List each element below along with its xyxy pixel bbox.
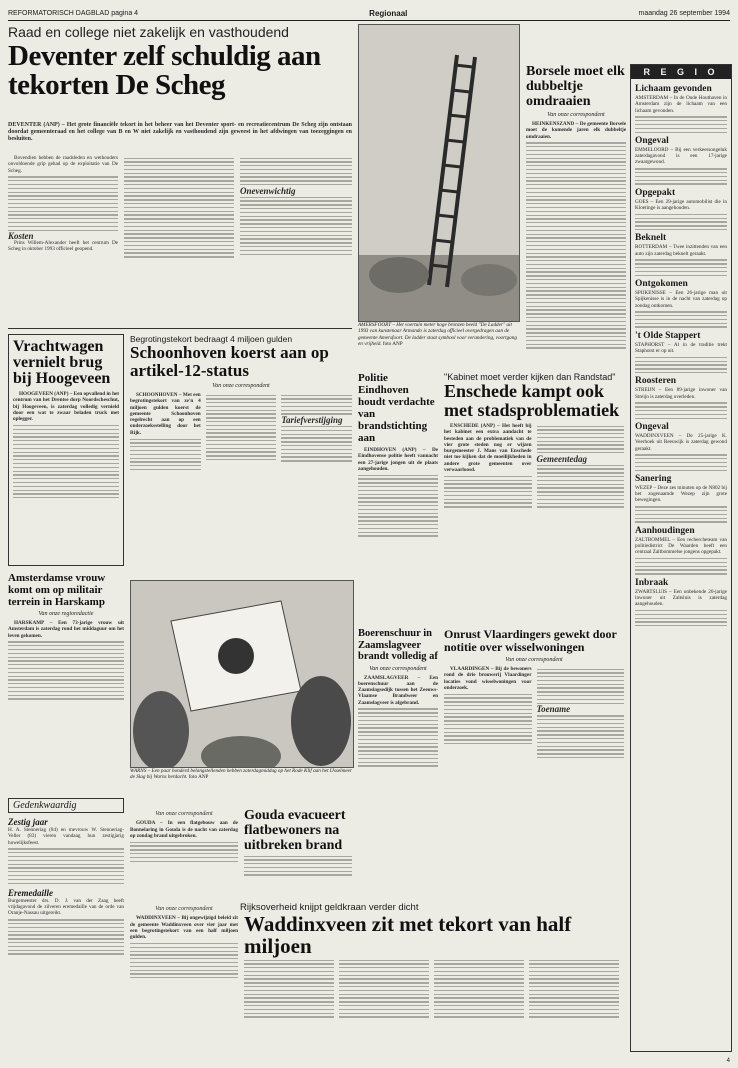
article-harskamp: Amsterdamse vrouw komt om op militair terrein in Harskamp Van onze regioredactie HARSKAMP – Een 73-jarige vrouw uit Amsterdam is zaterdag rond het middaguur om het leven gekomen. (8, 572, 124, 702)
regio-item-text: STREIJN – Een 89-jarige inwoner van Streijn is zaterdag overleden. (635, 387, 727, 400)
masthead-left: REFORMATORISCH DAGBLAD pagina 4 (8, 9, 139, 17)
gouda-headline: Gouda evacueert flatbewoners na uitbreken brand (244, 808, 346, 853)
caption-amersfoort: AMERSFOORT – Het voertuin meter hoge bronzen beeld "De Ladder" uit 1993 van kunstenaar Armando is zaterdag officieel overgedragen aan de gemeente Amersfoort. De ladder staat symbool voor verandering, voortgang en vrijheid. foto ANP (358, 322, 517, 347)
masthead (8, 6, 730, 21)
gedenkwaardig-item-head: Zestig jaar (8, 817, 48, 827)
regio-item-head: Opgepakt (635, 187, 676, 198)
harskamp-headline: Amsterdamse vrouw komt om op militair terrein in Harskamp (8, 572, 106, 608)
deventer-lead: DEVENTER (ANP) – Het grote financiële tekort in het beheer van het Deventer sport- en recreatiecentrum De Scheg zijn ontstaan doordat gemeenteraad en het college van B en W niet zakelijk en vasthoudend zijn geweest in het afdwingen van toezeggingen en besluiten. (8, 122, 352, 142)
regio-item-text: STAPHORST – Al in de traditie trekt Staphorst er op uit. (635, 341, 727, 355)
article-vrachtwagen: Vrachtwagen vernielt brug bij Hoogeveen HOOGEVEEN (ANP) – Een opvallend in het centrum van het Drentse dorp Noordscheschut, bij Hoogeveen, is zaterdag volledig vernield door een wat te zwaar beladen truck met oplegger. (8, 334, 124, 566)
regio-item-text: SPIJKENISSE – Een 26-jarige man uit Spijkenisse is in de nacht van zaterdag op zondag ontkomen. (635, 289, 727, 309)
article-borsele: Borsele moet elk dubbeltje omdraaien Van onze correspondent HEINKENSZAND – De gemeente Borsele moet de komende jaren elk dubbeltje omdraaien. (526, 64, 626, 351)
gedenkwaardig-item-text: H. A. Stenneriag (84) en mevrouw W. Stenneriag-Veller (83) vieren vandaag hun zestigjarig huwelijksfeest. (8, 827, 124, 846)
regio-item-head: Ongeval (635, 421, 669, 432)
regio-item-text: WEZEP – Deze zes minuten op de N802 bij het zogenaamde Wezep zijn grote bewegingen. (635, 484, 727, 504)
regio-item-head: Inbraak (635, 577, 669, 588)
ladder-sculpture-image (359, 25, 519, 321)
warns-ceremony-image (131, 581, 353, 767)
regio-item-head: Aanhoudingen (635, 525, 695, 536)
article-waddinxveen: Rijksoverheid knijpt geldkraan verder dicht Van onze correspondent WADDINXVEEN – Bij ongewijzigd beleid zit de gemeente Waddinxveen over vier jaar met een begrotingstekort van een half miljoen gulden. Waddinxveen zit met tekort van half miljoen (130, 902, 624, 1020)
vrachtwagen-headline: Vrachtwagen vernielt brug bij Hoogeveen (13, 338, 111, 387)
page-number: 4 (726, 1058, 730, 1064)
photo-ladder (358, 24, 520, 322)
regio-item-head: 't Olde Stappert (635, 330, 701, 341)
vlaardingen-subhead: Toename (536, 704, 571, 715)
section-title: Regionaal (369, 8, 408, 18)
regio-header: R E G I O (631, 65, 731, 79)
gedenkwaardig-header: Gedenkwaardig (8, 798, 124, 813)
waddinxveen-headline: Waddinxveen zit met tekort van half miljoen (244, 912, 572, 958)
regio-item-text: EMMELOORD – Bij een verkeersongeluk zaterdagavond is een 17-jarige zwaargewond. (635, 146, 727, 166)
gedenkwaardig-section (8, 798, 124, 957)
waddinxveen-kicker: Rijksoverheid knijpt geldkraan verder dicht (240, 902, 419, 913)
article-vlaardingen: Onrust Vlaardingers gewekt door notitie over wisselwoningen Van onze correspondent VLAARDINGEN – Bij de bewoners rond de drie brouwerij Vlaardinger locaties vond wisselwoningen voor onderzoek. Toename (444, 628, 624, 761)
regio-item-head: Ongeval (635, 135, 669, 146)
gedenkwaardig-item-head: Eremedaille (8, 887, 53, 898)
enschede-kicker: "Kabinet moet verder kijken dan Randstad" (444, 372, 616, 382)
regio-item-text: ZALTBOMMEL – Een rechercheteam van politiedistrict De Waarden heeft een centraal Zaltbommelse jongens opgepakt. (635, 536, 727, 556)
regio-item-head: Beknelt (635, 233, 667, 244)
masthead-date: maandag 26 september 1994 (638, 9, 730, 17)
regio-item-head: Ontgokomen (635, 278, 688, 289)
enschede-headline: Enschede kampt ook met stadsproblematiek (444, 381, 620, 420)
photo-warns (130, 580, 354, 768)
deventer-col3 (240, 155, 352, 257)
deventer-kicker: Raad en college niet zakelijk en vasthoudend (8, 24, 289, 40)
deventer-headline: Deventer zelf schuldig aan tekorten De Scheg (8, 40, 321, 101)
schoonhoven-headline: Schoonhoven koerst aan op artikel-12-status (130, 343, 329, 380)
regio-item-head: Roosteren (635, 376, 676, 387)
regio-item-text: WADDINXVEEN – De 25-jarige K. Veerhoek uit Reeuwijk is zaterdag gewond geraakt. (635, 432, 727, 452)
schoonhoven-subhead: Tariefverstijging (281, 415, 343, 426)
vlaardingen-headline: Onrust Vlaardingers gewekt door notitie over wisselwoningen (444, 627, 617, 654)
deventer-col1: Bovendien hebben de raadsleden en wethouders onvoldoende grip gehad op de exploitatie van De Scheg. Kosten Prins Willem-Alexander heeft het centrum De Scheg in oktober 1993 officieel geopend. (8, 155, 118, 252)
schoonhoven-kicker: Begrotingstekort bedraagt 4 miljoen gulden (130, 334, 293, 344)
article-deventer (8, 24, 352, 100)
regio-item-head: Lichaam gevonden (635, 84, 712, 94)
article-boerenschuur: Boerenschuur in Zaamslagveer brandt volledig af Van onze correspondent ZAAMSLAGVEER – Een boerenschuur aan de Zaamslagsedijk tussen het Zeeuws-Vlaamse Brandweer en Zaamslagveer is afgebrand. (358, 628, 438, 769)
regio-item-text: ROTTERDAM – Twee inzittenden van een auto zijn zaterdag beknelt geraakt. (635, 244, 727, 257)
regio-sidebar (630, 64, 732, 1052)
article-schoonhoven: Begrotingstekort bedraagt 4 miljoen gulden Schoonhoven koerst aan op artikel-12-status Van onze correspondent SCHOONHOVEN – Met een begrotingstekort van ze'n 4 miljoen gulden koerst de gemeente Schoonhoven regelrecht aan op een onderzoeksstelling door het Rijk. Tariefverstijging (130, 334, 352, 473)
deventer-subhead-kosten: Kosten (8, 231, 34, 242)
borsele-headline: Borsele moet elk dubbeltje omdraaien (526, 64, 625, 109)
article-politie: Politie Eindhoven houdt verdachte van brandstichting aan EINDHOVEN (ANP) – De Eindhovense politie heeft vannacht een 27-jarige jongen uit de plaats aangehouden. (358, 372, 438, 539)
boerenschuur-headline: Boerenschuur in Zaamslagveer brandt volledig af (358, 628, 438, 662)
regio-item-text: AMSTERDAM – In de Oude Houthaven in Amsterdam zijn de lichaam van een lichaam gevonden. (635, 95, 727, 114)
gedenkwaardig-item-text: Burgemeester drs. D. J. van der Zaag heeft vrijdagavond de zilveren eremedaille van de orde van Oranje-Nassau uitgereikt. (8, 897, 124, 917)
deventer-col2 (124, 155, 234, 260)
enschede-subhead: Gemeentedag (536, 453, 587, 464)
article-gouda: Van onze correspondent GOUDA – In een flatgebouw aan de Bonnelaring in Gouda is de nacht van zaterdag op zondag brand uitgebroken. Gouda evacueert flatbewoners na uitbreken brand (130, 808, 352, 878)
regio-item-text: ZWARTSLUIS – Een onbekende 20-jarige inwoner uit Zaltsluis is zaterdag aangehouden. (635, 588, 727, 608)
regio-item-head: Sanering (635, 473, 672, 484)
article-enschede: "Kabinet moet verder kijken dan Randstad" Enschede kampt ook met stadsproblematiek ENSCHEDE (ANP) – Het heeft bij het kabinet een extra aandacht te besteden aan de problematiek van de vier grote steden nog er wijzen burgemeester J. Mans van Enschede niet toe kijken dat de moeilijkheden in andere grote gemeenten over verwaarloosd. Gemeentedag (444, 372, 624, 510)
regio-item-text: GOES – Een 29-jarige automobilist die in Kloetinge is aangehouden. (635, 198, 727, 212)
deventer-subhead-onevenwichtig: Onevenwichtig (240, 185, 296, 196)
caption-warns: WARNS – Een paar honderd belangstellenden hebben zaterdagmiddag op het Rode Klif aan het IJsselmeer de Slag bij Warns herdacht. foto ANP (130, 768, 352, 781)
politie-headline: Politie Eindhoven houdt verdachte van brandstichting aan (358, 372, 435, 444)
